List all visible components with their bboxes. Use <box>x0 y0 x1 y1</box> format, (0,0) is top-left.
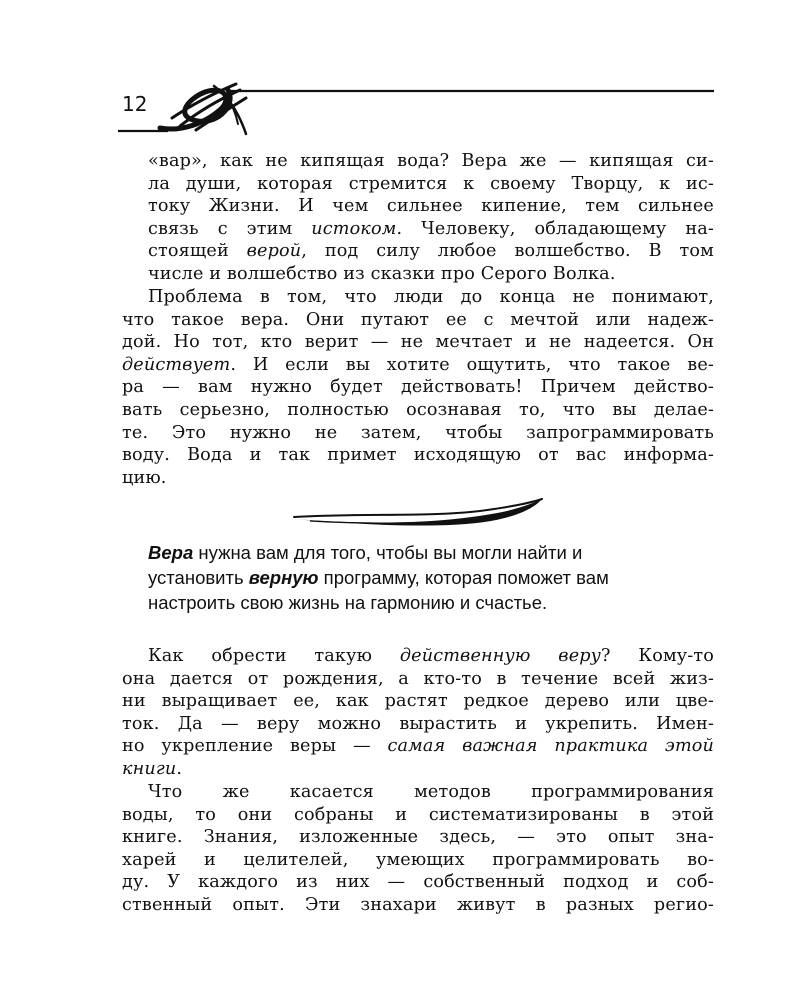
text-line <box>148 218 714 241</box>
text-line: ственный опыт. Эти знахари живут в разных регио- <box>122 894 714 915</box>
text-run: программу, которая поможет вам <box>318 567 609 588</box>
text-line: ток. Да — веру можно вырастить и укрепить. Имен- <box>122 713 714 734</box>
text-run: Как обрести такую <box>148 646 400 666</box>
text-run: но укрепление веры — <box>122 736 388 757</box>
text-run: . Человеку, обладающему на- <box>396 218 714 239</box>
text-line: ду. У каждого из них — собственный подход и соб- <box>122 872 714 893</box>
bold-emphasis: Вера <box>148 542 194 563</box>
callout-line: настроить свою жизнь на гармонию и счастье. <box>148 592 548 613</box>
text-line: харей и целителей, умеющих программировать во- <box>122 849 714 870</box>
text-line: цию. <box>122 467 167 488</box>
paragraph-3 <box>122 645 714 781</box>
paragraph-4 <box>122 781 714 917</box>
text-run: связь с этим <box>148 218 312 239</box>
text-line: числе и волшебство из сказки про Серого Волка. <box>148 263 616 284</box>
paragraph-2 <box>122 286 714 489</box>
text-run: стоящей <box>148 241 247 262</box>
text-line <box>122 758 714 781</box>
text-line <box>148 240 714 263</box>
text-line: воду. Вода и так примет исходящую от вас информа- <box>122 445 714 466</box>
text-line: ра — вам нужно будет действовать! Причем действо- <box>122 377 714 398</box>
text-line: дой. Но тот, кто верит — не мечтает и не надеется. Он <box>122 332 714 353</box>
text-run: , под силу любое волшебство. В том <box>301 241 714 262</box>
page-number: 12 <box>122 92 148 116</box>
emphasis-text: книги <box>122 758 177 779</box>
text-line: воды, то они собраны и систематизированы в этой <box>122 804 714 825</box>
header-ornament <box>0 0 800 150</box>
callout-line <box>148 565 708 590</box>
callout-box <box>148 540 708 615</box>
emphasis-text: истоком <box>311 218 397 239</box>
text-line: книге. Знания, изложенные здесь, — это опыт зна- <box>122 827 714 848</box>
bold-emphasis: верную <box>248 567 319 588</box>
text-line <box>122 735 714 758</box>
emphasis-text: верой <box>246 241 302 262</box>
text-line <box>122 645 714 668</box>
divider-swash <box>280 495 550 535</box>
paragraph-1 <box>148 150 714 286</box>
text-run: нужна вам для того, чтобы вы могли найти и <box>193 542 583 563</box>
emphasis-text: действенную веру <box>399 646 602 666</box>
emphasis-text: самая важная практика этой <box>387 736 714 757</box>
text-run: установить <box>148 567 249 588</box>
text-line: ла души, которая стремится к своему Творцу, к ис- <box>148 173 714 194</box>
text-line: Что же касается методов программирования <box>148 782 714 802</box>
text-line: она дается от рождения, а кто-то в течение всей жиз- <box>122 668 714 689</box>
text-line <box>122 354 714 377</box>
text-run: . И если вы хотите ощутить, что такое ве- <box>230 354 714 375</box>
text-line: те. Это нужно не затем, чтобы запрограммировать <box>122 422 714 443</box>
text-line: Проблема в том, что люди до конца не понимают, <box>148 287 714 307</box>
text-line: току Жизни. И чем сильнее кипение, тем сильнее <box>148 196 714 217</box>
emphasis-text: действует <box>122 354 231 375</box>
text-line: вать серьезно, полностью осознавая то, что вы делае- <box>122 399 714 420</box>
text-run: . <box>176 758 183 779</box>
text-run: ? Кому-то <box>601 646 714 666</box>
text-line: что такое вера. Они путают ее с мечтой или надеж- <box>122 309 714 330</box>
text-line: ни выращивает ее, как растят редкое дерево или цвe- <box>122 691 714 712</box>
callout-line <box>148 540 708 565</box>
text-line: «вар», как не кипящая вода? Вера же — кипящая си- <box>148 151 714 171</box>
